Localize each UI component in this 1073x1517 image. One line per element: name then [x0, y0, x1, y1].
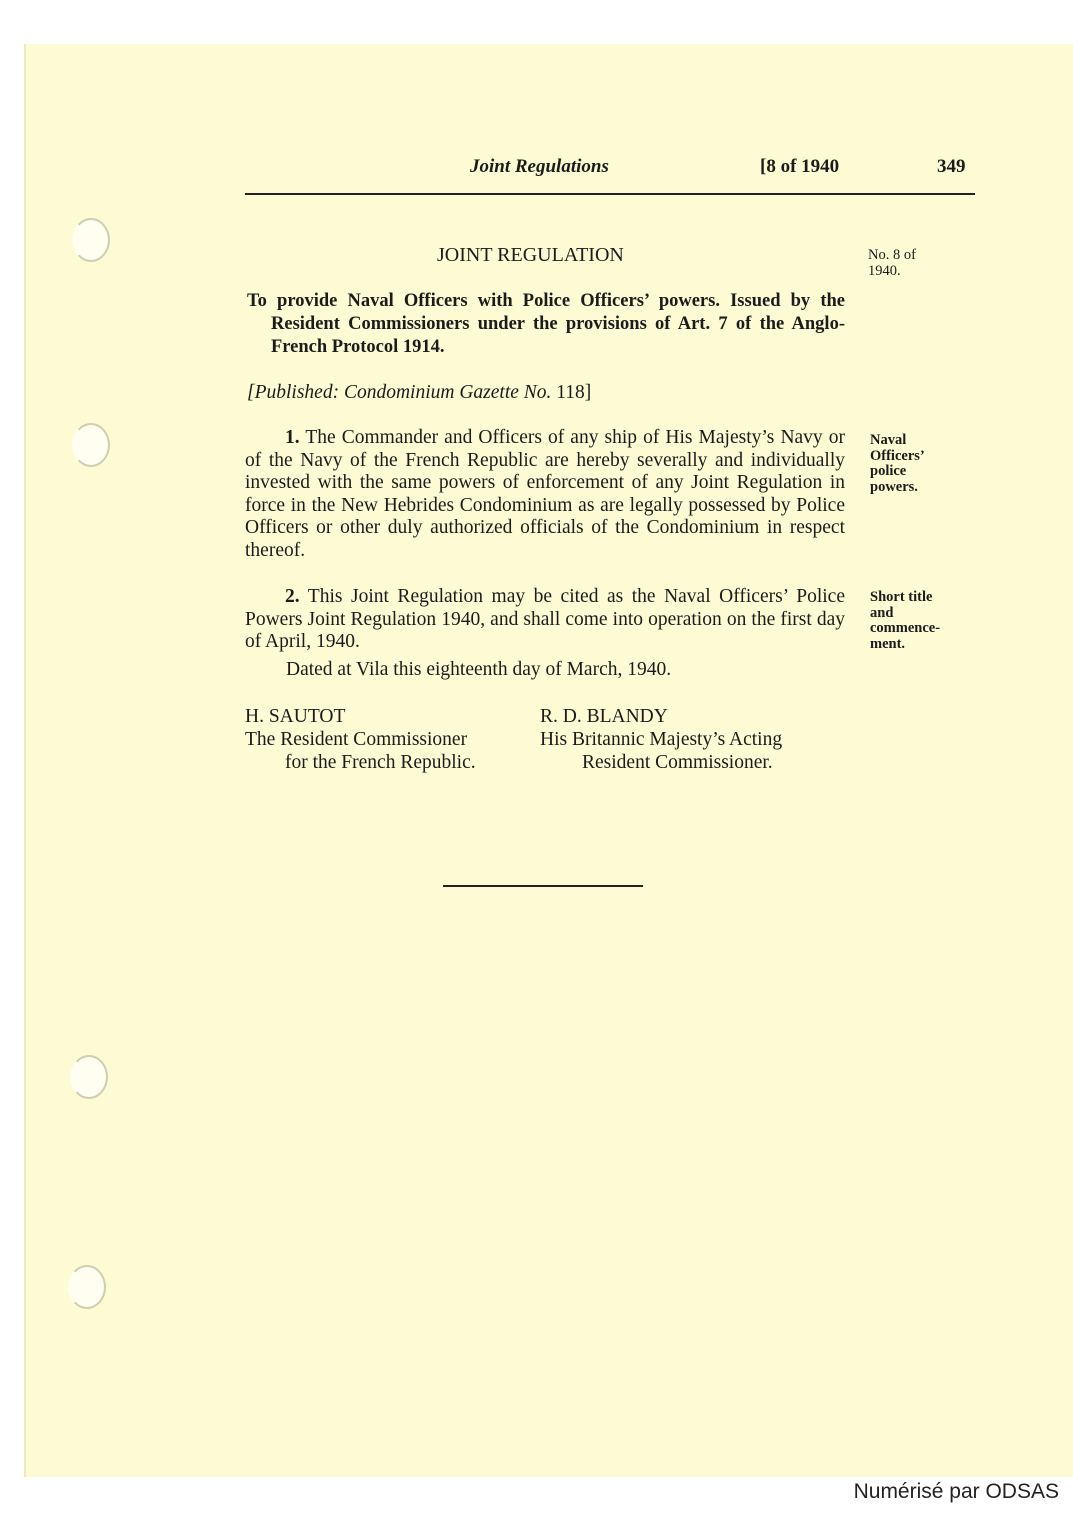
- page-number: 349: [937, 156, 966, 177]
- signatory-title: Resident Commissioner.: [582, 752, 773, 773]
- punch-hole-2: [72, 423, 110, 467]
- digitization-credit: Numérisé par ODSAS: [853, 1480, 1059, 1503]
- punch-hole-3: [70, 1055, 108, 1099]
- document-heading: JOINT REGULATION: [437, 244, 624, 266]
- regulation-reference: [8 of 1940: [760, 156, 840, 177]
- signature-british: [540, 705, 782, 774]
- margin-note-line: powers.: [870, 478, 918, 495]
- signature-french: [245, 705, 476, 774]
- margin-number-line: No. 8 of: [868, 247, 916, 263]
- margin-note-line: police: [870, 463, 907, 479]
- section-text: The Commander and Officers of any ship of His Majesty’s Navy or of the Navy of the French Republic are hereby severally and individually invested with the same powers of enforcement of any Joint Regulation in force in the New Hebrides Condominium as are legally possessed by Police Officers or other duly authorized officials of the Condominium in respect thereof.: [245, 427, 845, 561]
- punch-hole-4: [68, 1265, 106, 1309]
- margin-note-line: Officers’: [870, 447, 925, 464]
- margin-note-naval-officers: [870, 433, 925, 495]
- punch-hole-1: [72, 218, 110, 262]
- dated-line: Dated at Vila this eighteenth day of March, 1940.: [286, 659, 672, 680]
- margin-regulation-number: [868, 248, 916, 279]
- signatory-title: for the French Republic.: [285, 752, 476, 773]
- margin-note-line: Short title: [870, 589, 933, 605]
- page-edge: [24, 44, 26, 1477]
- section-number: 2.: [285, 586, 300, 607]
- document-subtitle: To provide Naval Officers with Police Officers’ powers. Issued by the Resident Commissioners under the provisions of Art. 7 of the Anglo-French Protocol 1914.: [247, 291, 845, 357]
- section-2: [245, 586, 845, 654]
- signatory-title: The Resident Commissioner: [245, 729, 468, 750]
- margin-note-line: ment.: [870, 635, 906, 652]
- margin-note-line: and: [870, 604, 894, 621]
- margin-note-line: Naval: [870, 432, 907, 448]
- margin-note-line: commence-: [870, 620, 941, 636]
- header-rule: [245, 193, 975, 195]
- published-label: [Published: Condominium Gazette No.: [247, 382, 552, 403]
- signatory-title: His Britannic Majesty’s Acting: [540, 729, 783, 750]
- signatory-name: R. D. BLANDY: [540, 706, 668, 727]
- margin-number-line: 1940.: [868, 262, 901, 279]
- section-1: [245, 427, 845, 562]
- published-line: [247, 382, 591, 404]
- section-text: This Joint Regulation may be cited as the Naval Officers’ Police Powers Joint Regulation 1940, and shall come into operation on the first day of April, 1940.: [245, 586, 845, 652]
- margin-note-short-title: [870, 590, 940, 652]
- end-rule: [443, 885, 643, 887]
- running-title: Joint Regulations: [470, 156, 609, 177]
- published-number: 118]: [556, 382, 592, 403]
- signatory-name: H. SAUTOT: [245, 706, 346, 727]
- section-number: 1.: [285, 427, 300, 448]
